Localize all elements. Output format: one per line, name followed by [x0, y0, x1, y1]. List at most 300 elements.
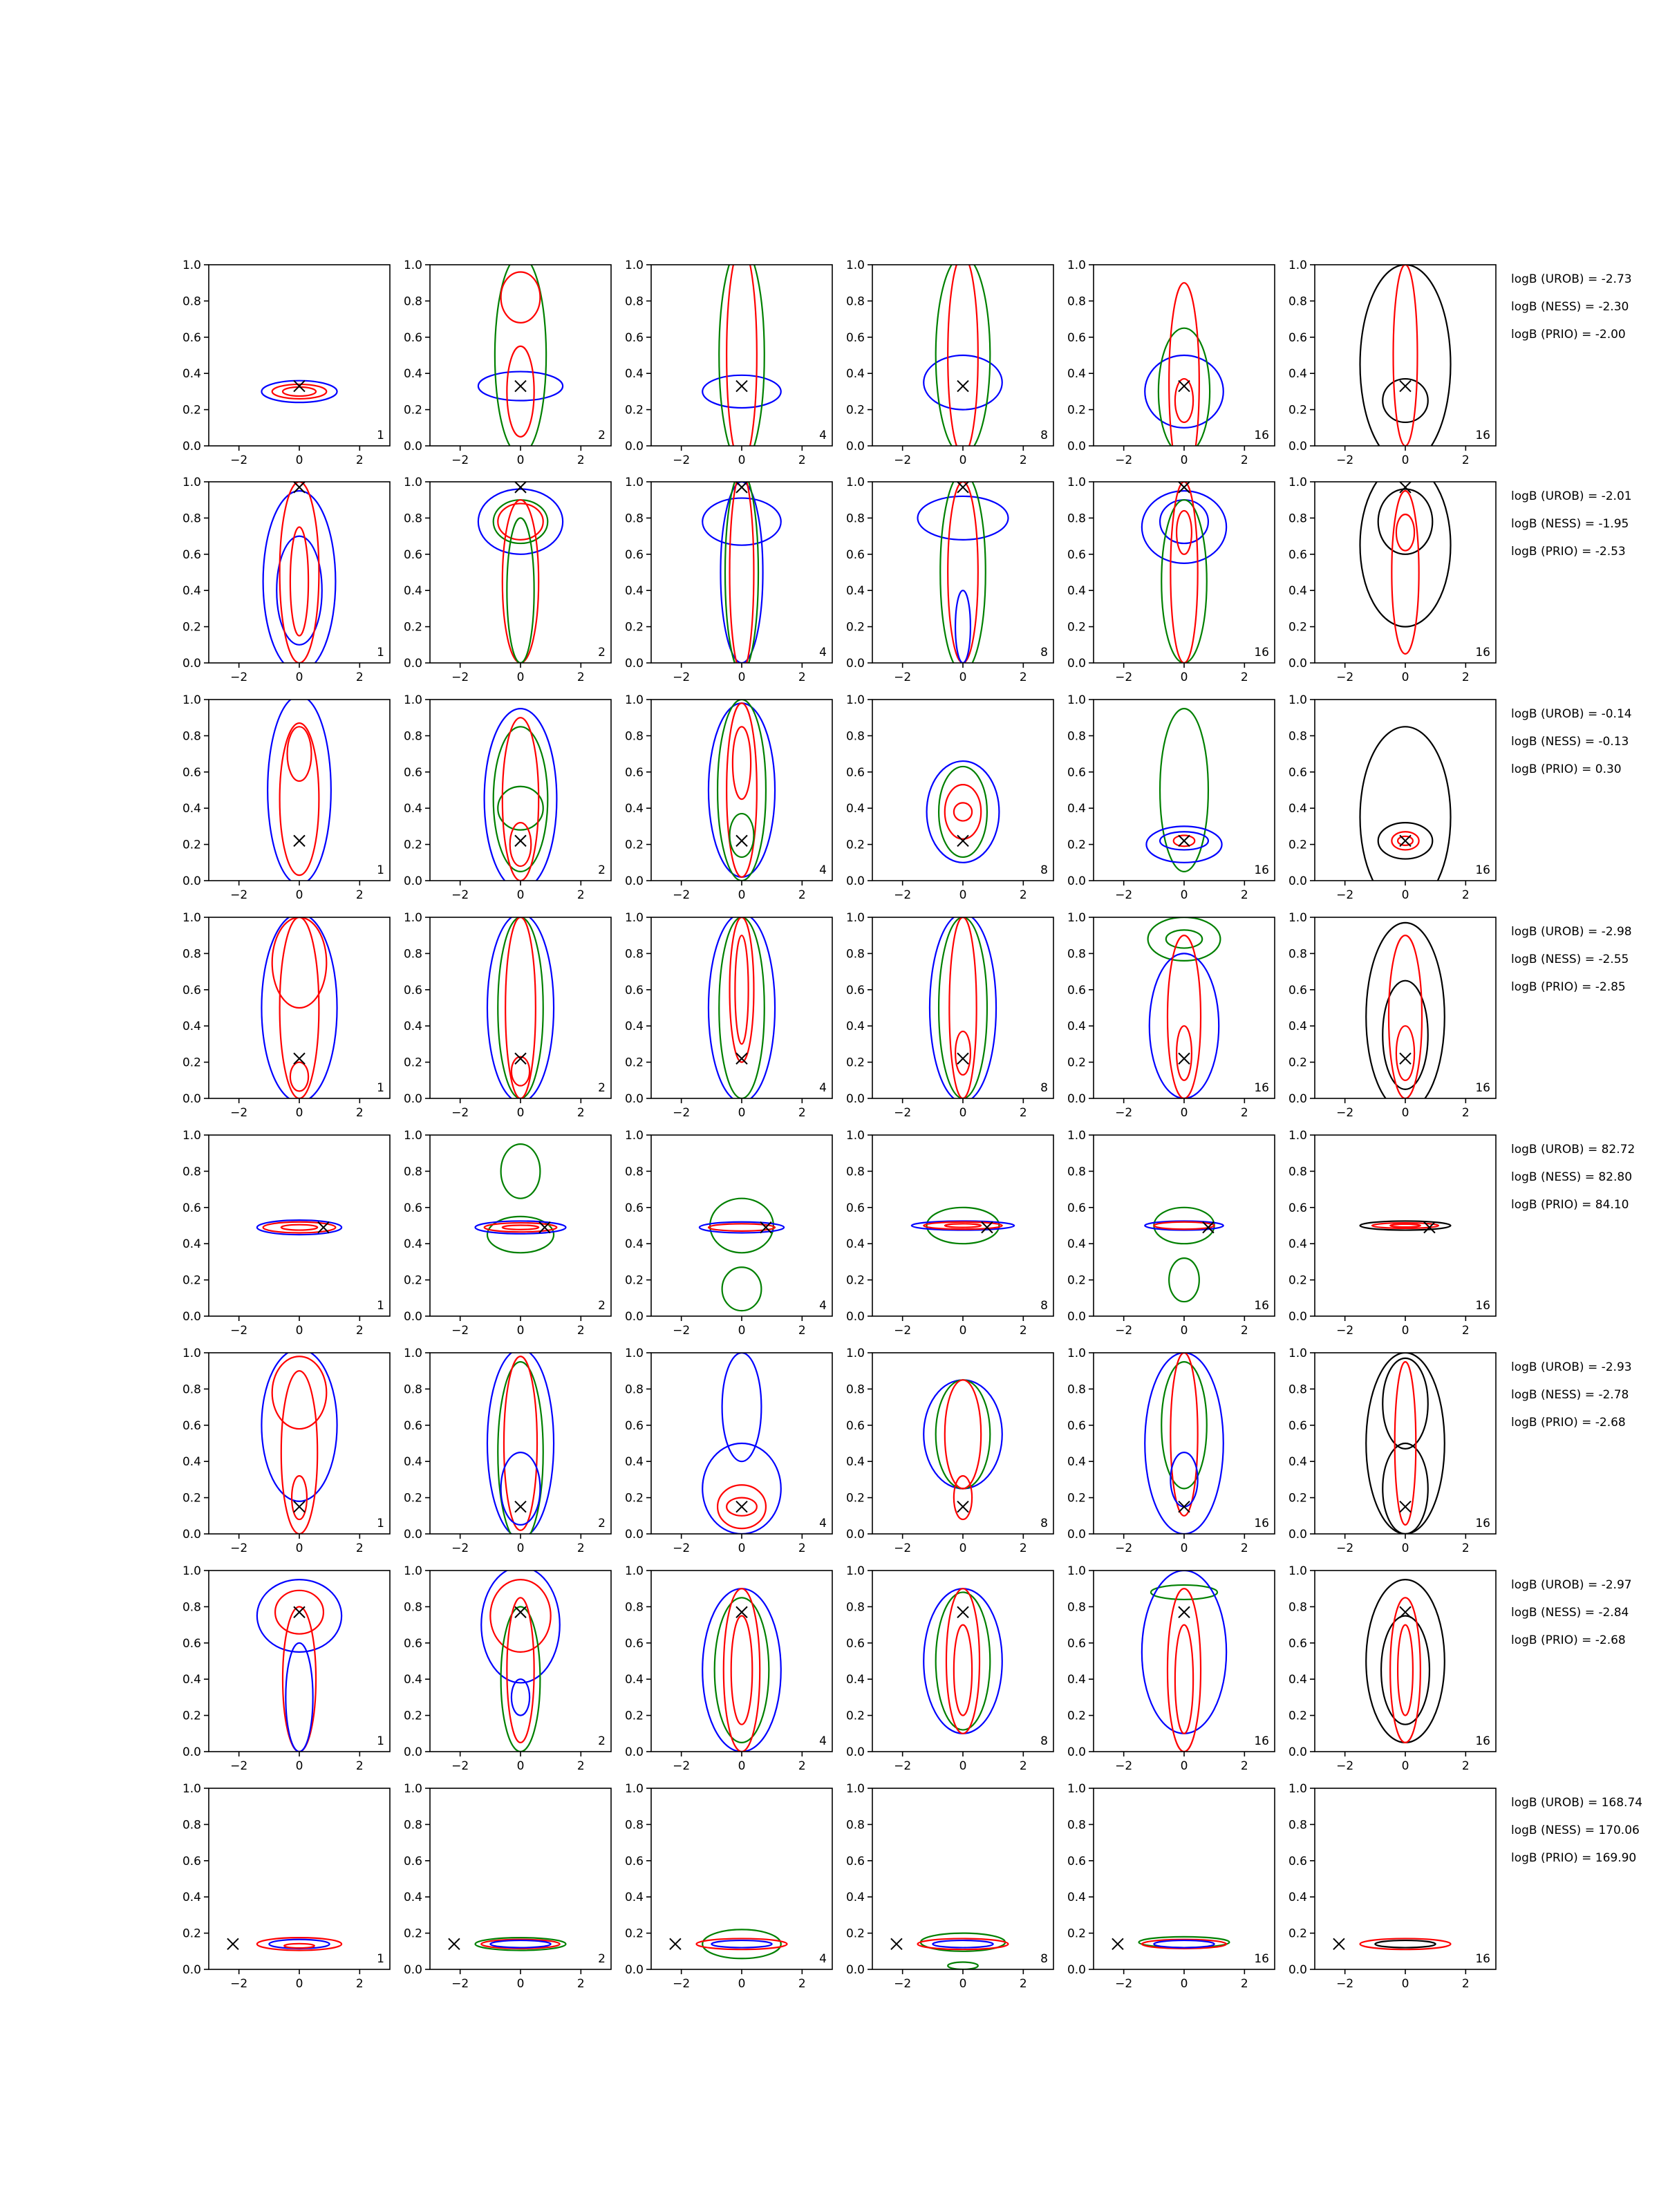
y-tick-label: 0.0 [624, 657, 644, 671]
y-tick-label: 0.8 [1288, 1165, 1307, 1179]
y-tick-label: 0.2 [1067, 1491, 1086, 1506]
panel-label: 2 [598, 863, 606, 877]
logb-ness-label: logB (NESS) = -2.30 [1511, 300, 1629, 314]
y-tick-label: 0.0 [1067, 1310, 1086, 1324]
y-tick-label: 0.6 [624, 330, 644, 345]
y-tick-label: 0.6 [624, 547, 644, 562]
panel-frame [430, 917, 611, 1098]
x-tick-label: −2 [1336, 1977, 1354, 1991]
contour-blue-3 [932, 1940, 993, 1947]
x-tick-label: 2 [355, 671, 364, 684]
panel-label: 16 [1475, 1952, 1490, 1966]
contour-green-2 [719, 917, 765, 1098]
panel-r3-c3 [625, 693, 832, 902]
logb-prio-label: logB (PRIO) = 169.90 [1511, 1851, 1637, 1865]
panel-r8-c3 [625, 1782, 832, 1991]
logb-ness-label: logB (NESS) = -2.55 [1511, 953, 1629, 966]
x-tick-label: −2 [1336, 1541, 1354, 1555]
y-tick-label: 0.6 [624, 983, 644, 997]
contour-red-5 [503, 1225, 538, 1229]
panel-label: 8 [1040, 1081, 1048, 1095]
x-tick-label: 0 [295, 1977, 303, 1991]
y-tick-label: 0.2 [1288, 1709, 1307, 1723]
y-tick-label: 0.2 [845, 1709, 865, 1723]
x-tick-label: 0 [516, 671, 525, 684]
y-tick-label: 0.0 [845, 1963, 865, 1977]
y-tick-label: 0.0 [1067, 440, 1086, 453]
x-tick-label: 0 [1401, 1541, 1409, 1555]
x-tick-label: −2 [1336, 453, 1354, 467]
panel-r1-c5 [1067, 259, 1275, 482]
y-tick-label: 0.8 [1067, 1165, 1086, 1179]
y-tick-label: 0.2 [1288, 1273, 1307, 1288]
y-tick-label: 0.4 [182, 1455, 201, 1470]
panel-r3-c4 [846, 693, 1053, 902]
true-value-marker [891, 1938, 902, 1949]
y-tick-label: 0.4 [1067, 1891, 1086, 1905]
y-tick-label: 0.2 [624, 1709, 644, 1723]
x-tick-label: 0 [516, 453, 525, 467]
y-tick-label: 0.2 [845, 1273, 865, 1288]
x-tick-label: 0 [738, 453, 746, 467]
true-value-marker [1179, 835, 1190, 846]
y-tick-label: 1.0 [403, 1129, 422, 1143]
panel-frame [1094, 700, 1275, 881]
contour-red-2 [490, 1580, 550, 1652]
x-tick-label: 2 [1019, 1759, 1027, 1773]
contour-green-1 [1139, 1937, 1230, 1948]
contour-black-2 [1378, 489, 1433, 554]
y-tick-label: 1.0 [403, 693, 422, 707]
contour-group [476, 1144, 566, 1253]
y-tick-label: 0.8 [1067, 1818, 1086, 1833]
true-value-marker [736, 1501, 747, 1512]
panel-r1-c1 [182, 259, 390, 467]
y-tick-label: 1.0 [845, 476, 865, 489]
y-tick-label: 0.6 [1288, 1854, 1307, 1868]
x-tick-label: −2 [673, 888, 691, 902]
y-tick-label: 0.4 [845, 367, 865, 382]
y-tick-label: 0.6 [845, 330, 865, 345]
contour-group [1148, 917, 1221, 1098]
y-tick-label: 0.0 [182, 1528, 201, 1541]
x-tick-label: 2 [798, 1324, 806, 1338]
panel-label: 16 [1475, 1299, 1490, 1313]
panel-label: 16 [1475, 1734, 1490, 1748]
y-tick-label: 1.0 [1067, 259, 1086, 272]
panel-r8-c1 [182, 1782, 390, 1991]
contour-group [700, 1199, 784, 1311]
y-tick-label: 0.4 [624, 584, 644, 599]
contour-blue-4 [955, 590, 971, 663]
x-tick-label: 0 [738, 1977, 746, 1991]
y-tick-label: 0.0 [624, 1310, 644, 1324]
contour-red-4 [954, 803, 972, 821]
y-tick-label: 0.2 [1288, 1056, 1307, 1070]
panel-r7-c1 [182, 1564, 390, 1773]
contour-group [1145, 283, 1224, 482]
contour-red-3 [498, 503, 543, 539]
y-tick-label: 0.2 [182, 1709, 201, 1723]
y-tick-label: 1.0 [845, 1782, 865, 1796]
panel-label: 1 [377, 429, 384, 442]
panel-r3-c5 [1067, 693, 1275, 902]
y-tick-label: 1.0 [624, 1564, 644, 1578]
y-tick-label: 0.6 [182, 547, 201, 562]
panel-label: 8 [1040, 646, 1048, 659]
contour-red-3 [949, 917, 976, 1098]
contour-red-4 [507, 346, 534, 437]
y-tick-label: 1.0 [1288, 1129, 1307, 1143]
x-tick-label: 0 [1401, 888, 1409, 902]
x-tick-label: −2 [230, 453, 248, 467]
y-tick-label: 0.0 [403, 1963, 422, 1977]
contour-green-1 [1151, 1585, 1217, 1600]
panel-r7-c2 [404, 1564, 611, 1773]
panel-r6-c3 [625, 1347, 832, 1555]
x-tick-label: 2 [355, 1324, 364, 1338]
panel-frame [651, 1135, 832, 1316]
panel-frame [651, 1788, 832, 1969]
y-tick-label: 0.4 [182, 1891, 201, 1905]
x-tick-label: 0 [959, 1977, 967, 1991]
x-tick-label: 2 [355, 1759, 364, 1773]
y-tick-label: 0.4 [403, 1891, 422, 1905]
y-tick-label: 1.0 [624, 1347, 644, 1360]
panel-r3-c1 [182, 693, 390, 902]
y-tick-label: 0.8 [1067, 1600, 1086, 1615]
x-tick-label: −2 [673, 1106, 691, 1120]
y-tick-label: 0.8 [624, 294, 644, 309]
y-tick-label: 0.6 [1067, 1418, 1086, 1433]
x-tick-label: 2 [798, 671, 806, 684]
y-tick-label: 0.8 [182, 512, 201, 526]
y-tick-label: 0.8 [182, 1600, 201, 1615]
y-tick-label: 0.6 [1067, 765, 1086, 780]
y-tick-label: 0.8 [1067, 1382, 1086, 1397]
y-tick-label: 0.8 [403, 1382, 422, 1397]
x-tick-label: 2 [355, 888, 364, 902]
y-tick-label: 0.0 [845, 1745, 865, 1759]
panel-frame [209, 265, 390, 446]
y-tick-label: 1.0 [182, 476, 201, 489]
contour-red-4 [735, 935, 748, 1044]
panel-r5-c3 [625, 1129, 832, 1338]
panel-label: 8 [1040, 429, 1048, 442]
y-tick-label: 1.0 [403, 911, 422, 925]
y-tick-label: 0.6 [1288, 330, 1307, 345]
contour-group [1366, 923, 1445, 1111]
contour-red-4 [1396, 514, 1414, 550]
y-tick-label: 0.0 [1288, 1963, 1307, 1977]
y-tick-label: 0.4 [182, 367, 201, 382]
contour-black-2 [1375, 1940, 1435, 1947]
y-tick-label: 0.2 [1288, 838, 1307, 852]
x-tick-label: −2 [451, 1106, 469, 1120]
x-tick-label: 2 [1019, 888, 1027, 902]
contour-blue-3 [490, 1940, 550, 1947]
x-tick-label: 0 [1401, 1759, 1409, 1773]
y-tick-label: 0.0 [845, 440, 865, 453]
contour-blue-1 [268, 696, 331, 884]
y-tick-label: 0.6 [403, 330, 422, 345]
y-tick-label: 0.0 [182, 1745, 201, 1759]
contour-red-3 [281, 1371, 317, 1534]
contour-green-1 [702, 1929, 781, 1958]
true-value-marker [736, 835, 747, 846]
y-tick-label: 0.2 [845, 1056, 865, 1070]
logb-prio-label: logB (PRIO) = 84.10 [1511, 1198, 1629, 1212]
contour-red-4 [290, 1062, 308, 1091]
panel-r8-c5 [1067, 1782, 1275, 1991]
x-tick-label: 2 [1240, 453, 1248, 467]
panel-frame [872, 1788, 1053, 1969]
y-tick-label: 0.0 [182, 1092, 201, 1106]
bayes-factor-notes-row-5 [1511, 1143, 1635, 1212]
contour-group [481, 1567, 560, 1752]
panel-r8-c4 [846, 1782, 1053, 1991]
panel-label: 16 [1475, 646, 1490, 659]
contour-red-3 [1390, 1597, 1421, 1743]
panel-label: 16 [1254, 1952, 1269, 1966]
y-tick-label: 0.0 [182, 440, 201, 453]
x-tick-label: 2 [577, 1106, 585, 1120]
panel-r2-c3 [625, 473, 832, 684]
y-tick-label: 0.6 [1288, 547, 1307, 562]
panel-frame [1094, 1135, 1275, 1316]
contour-red-4 [290, 527, 308, 636]
y-tick-label: 0.6 [845, 983, 865, 997]
true-value-marker [294, 381, 305, 392]
x-tick-label: 0 [295, 1541, 303, 1555]
contour-red-4 [954, 1625, 972, 1716]
contour-group [918, 473, 1009, 672]
x-tick-label: 2 [1019, 1541, 1027, 1555]
y-tick-label: 0.2 [1067, 1273, 1086, 1288]
contour-group [263, 482, 336, 672]
y-tick-label: 0.8 [845, 729, 865, 744]
true-value-marker [957, 1501, 968, 1512]
panel-frame [1094, 1788, 1275, 1969]
y-tick-label: 0.6 [403, 1201, 422, 1215]
y-tick-label: 0.2 [182, 1273, 201, 1288]
panel-label: 1 [377, 1952, 384, 1966]
panel-frame [1094, 1571, 1275, 1752]
contour-black-3 [1382, 1443, 1428, 1534]
y-tick-label: 0.4 [845, 1020, 865, 1034]
true-value-marker [1400, 1501, 1411, 1512]
panel-r4-c4 [846, 911, 1053, 1120]
x-tick-label: 2 [1461, 1541, 1470, 1555]
y-tick-label: 0.6 [403, 765, 422, 780]
y-tick-label: 0.0 [624, 1745, 644, 1759]
panel-label: 16 [1254, 1734, 1269, 1748]
x-tick-label: −2 [1115, 1541, 1133, 1555]
x-tick-label: −2 [451, 1759, 469, 1773]
contour-red-4 [733, 727, 751, 799]
y-tick-label: 0.0 [1288, 440, 1307, 453]
x-tick-label: 2 [1461, 1977, 1470, 1991]
panel-label: 2 [598, 1734, 606, 1748]
panel-label: 16 [1254, 1081, 1269, 1095]
y-tick-label: 0.4 [1067, 367, 1086, 382]
y-tick-label: 0.8 [845, 294, 865, 309]
y-tick-label: 0.6 [845, 1854, 865, 1868]
y-tick-label: 0.8 [624, 1165, 644, 1179]
y-tick-label: 0.0 [1067, 1745, 1086, 1759]
contour-red-4 [503, 718, 538, 881]
y-tick-label: 1.0 [845, 259, 865, 272]
panel-label: 2 [598, 1952, 606, 1966]
x-tick-label: −2 [1115, 671, 1133, 684]
y-tick-label: 0.2 [182, 620, 201, 635]
x-tick-label: 2 [355, 1106, 364, 1120]
y-tick-label: 0.6 [182, 1854, 201, 1868]
x-tick-label: 0 [516, 1977, 525, 1991]
contour-group [912, 1208, 1014, 1244]
contour-group [1366, 1580, 1445, 1743]
y-tick-label: 0.8 [1288, 512, 1307, 526]
x-tick-label: 0 [516, 1541, 525, 1555]
y-tick-label: 0.6 [1067, 983, 1086, 997]
contour-green-2 [501, 1144, 541, 1199]
logb-ness-label: logB (NESS) = -2.84 [1511, 1606, 1629, 1620]
y-tick-label: 0.0 [624, 440, 644, 453]
logb-ness-label: logB (NESS) = -2.78 [1511, 1388, 1629, 1402]
x-tick-label: 2 [1461, 1106, 1470, 1120]
contour-blue-1 [702, 1443, 781, 1534]
x-tick-label: −2 [1115, 453, 1133, 467]
y-tick-label: 0.8 [403, 512, 422, 526]
panel-frame [872, 1135, 1053, 1316]
y-tick-label: 0.8 [845, 1382, 865, 1397]
y-tick-label: 0.8 [182, 1382, 201, 1397]
x-tick-label: 0 [738, 671, 746, 684]
x-tick-label: 0 [295, 453, 303, 467]
x-tick-label: −2 [673, 671, 691, 684]
contour-red-3 [945, 785, 981, 839]
logb-ness-label: logB (NESS) = -0.13 [1511, 735, 1629, 749]
y-tick-label: 0.2 [845, 1927, 865, 1941]
contour-group [485, 709, 557, 890]
x-tick-label: 2 [1019, 1106, 1027, 1120]
true-value-marker [1400, 1053, 1411, 1064]
y-tick-label: 0.2 [1067, 620, 1086, 635]
y-tick-label: 0.2 [624, 838, 644, 852]
contour-blue-4 [722, 1353, 762, 1461]
panel-r5-c2 [404, 1129, 611, 1338]
true-value-marker [1179, 1501, 1190, 1512]
contour-black-2 [1381, 1616, 1430, 1725]
x-tick-label: 2 [1240, 1324, 1248, 1338]
panel-frame [209, 1788, 390, 1969]
x-tick-label: 0 [1180, 1541, 1188, 1555]
x-tick-label: 0 [959, 671, 967, 684]
y-tick-label: 0.4 [1288, 1237, 1307, 1252]
panel-frame [1094, 482, 1275, 663]
logb-prio-label: logB (PRIO) = -2.85 [1511, 980, 1626, 994]
panel-label: 16 [1475, 429, 1490, 442]
y-tick-label: 0.2 [624, 403, 644, 418]
panel-r6-c1 [182, 1347, 390, 1555]
panel-r2-c1 [182, 476, 390, 684]
panel-r6-c5 [1067, 1347, 1275, 1555]
contour-green-2 [1169, 1258, 1199, 1302]
bayes-factor-notes-row-8 [1511, 1796, 1642, 1865]
contour-green-3 [1161, 500, 1207, 663]
bayes-factor-notes-row-2 [1511, 489, 1632, 559]
panel-frame [430, 1788, 611, 1969]
y-tick-label: 0.6 [624, 1201, 644, 1215]
y-tick-label: 0.4 [845, 1673, 865, 1687]
y-tick-label: 0.8 [624, 729, 644, 744]
x-tick-label: 0 [516, 1759, 525, 1773]
panel-frame [872, 1571, 1053, 1752]
true-value-marker [1179, 1606, 1190, 1618]
y-tick-label: 0.6 [1288, 1418, 1307, 1433]
y-tick-label: 0.8 [182, 947, 201, 962]
logb-urob-label: logB (UROB) = -2.98 [1511, 925, 1632, 939]
contour-blue-2 [1142, 1571, 1226, 1734]
y-tick-label: 0.2 [1288, 1491, 1307, 1506]
panel-label: 16 [1475, 1517, 1490, 1530]
contour-green-2 [939, 917, 987, 1098]
y-tick-label: 0.4 [1288, 367, 1307, 382]
y-tick-label: 1.0 [624, 693, 644, 707]
panel-r1-c2 [404, 256, 611, 467]
logb-prio-label: logB (PRIO) = 0.30 [1511, 762, 1622, 776]
logb-ness-label: logB (NESS) = 82.80 [1511, 1170, 1633, 1184]
y-tick-label: 0.8 [624, 1600, 644, 1615]
y-tick-label: 0.4 [845, 802, 865, 816]
panel-label: 16 [1475, 863, 1490, 877]
y-tick-label: 0.8 [182, 1818, 201, 1833]
y-tick-label: 1.0 [624, 1129, 644, 1143]
x-tick-label: −2 [451, 1324, 469, 1338]
y-tick-label: 0.4 [403, 1673, 422, 1687]
y-tick-label: 1.0 [1067, 1564, 1086, 1578]
y-tick-label: 0.6 [624, 1418, 644, 1433]
y-tick-label: 0.0 [845, 657, 865, 671]
panel-label: 2 [598, 429, 606, 442]
y-tick-label: 0.8 [1288, 729, 1307, 744]
y-tick-label: 1.0 [1288, 259, 1307, 272]
contour-group [487, 1349, 554, 1543]
panel-frame [872, 700, 1053, 881]
y-tick-label: 0.0 [182, 657, 201, 671]
x-tick-label: 0 [1401, 1977, 1409, 1991]
panel-label: 4 [819, 1952, 827, 1966]
contour-blue-1 [709, 703, 775, 877]
panel-frame [1315, 1788, 1496, 1969]
y-tick-label: 1.0 [1288, 476, 1307, 489]
y-tick-label: 0.8 [403, 1165, 422, 1179]
contour-group [697, 1929, 787, 1958]
contour-red-5 [1177, 511, 1192, 554]
panel-frame [1315, 482, 1496, 663]
x-tick-label: 0 [1401, 1324, 1409, 1338]
y-tick-label: 1.0 [403, 1347, 422, 1360]
y-tick-label: 0.4 [624, 367, 644, 382]
y-tick-label: 0.2 [182, 403, 201, 418]
y-tick-label: 0.4 [1067, 1237, 1086, 1252]
y-tick-label: 1.0 [624, 476, 644, 489]
contour-blue-3 [1154, 1940, 1214, 1947]
contour-group [1142, 1571, 1226, 1752]
true-value-marker [515, 1606, 526, 1618]
y-tick-label: 0.2 [845, 403, 865, 418]
x-tick-label: −2 [451, 1541, 469, 1555]
